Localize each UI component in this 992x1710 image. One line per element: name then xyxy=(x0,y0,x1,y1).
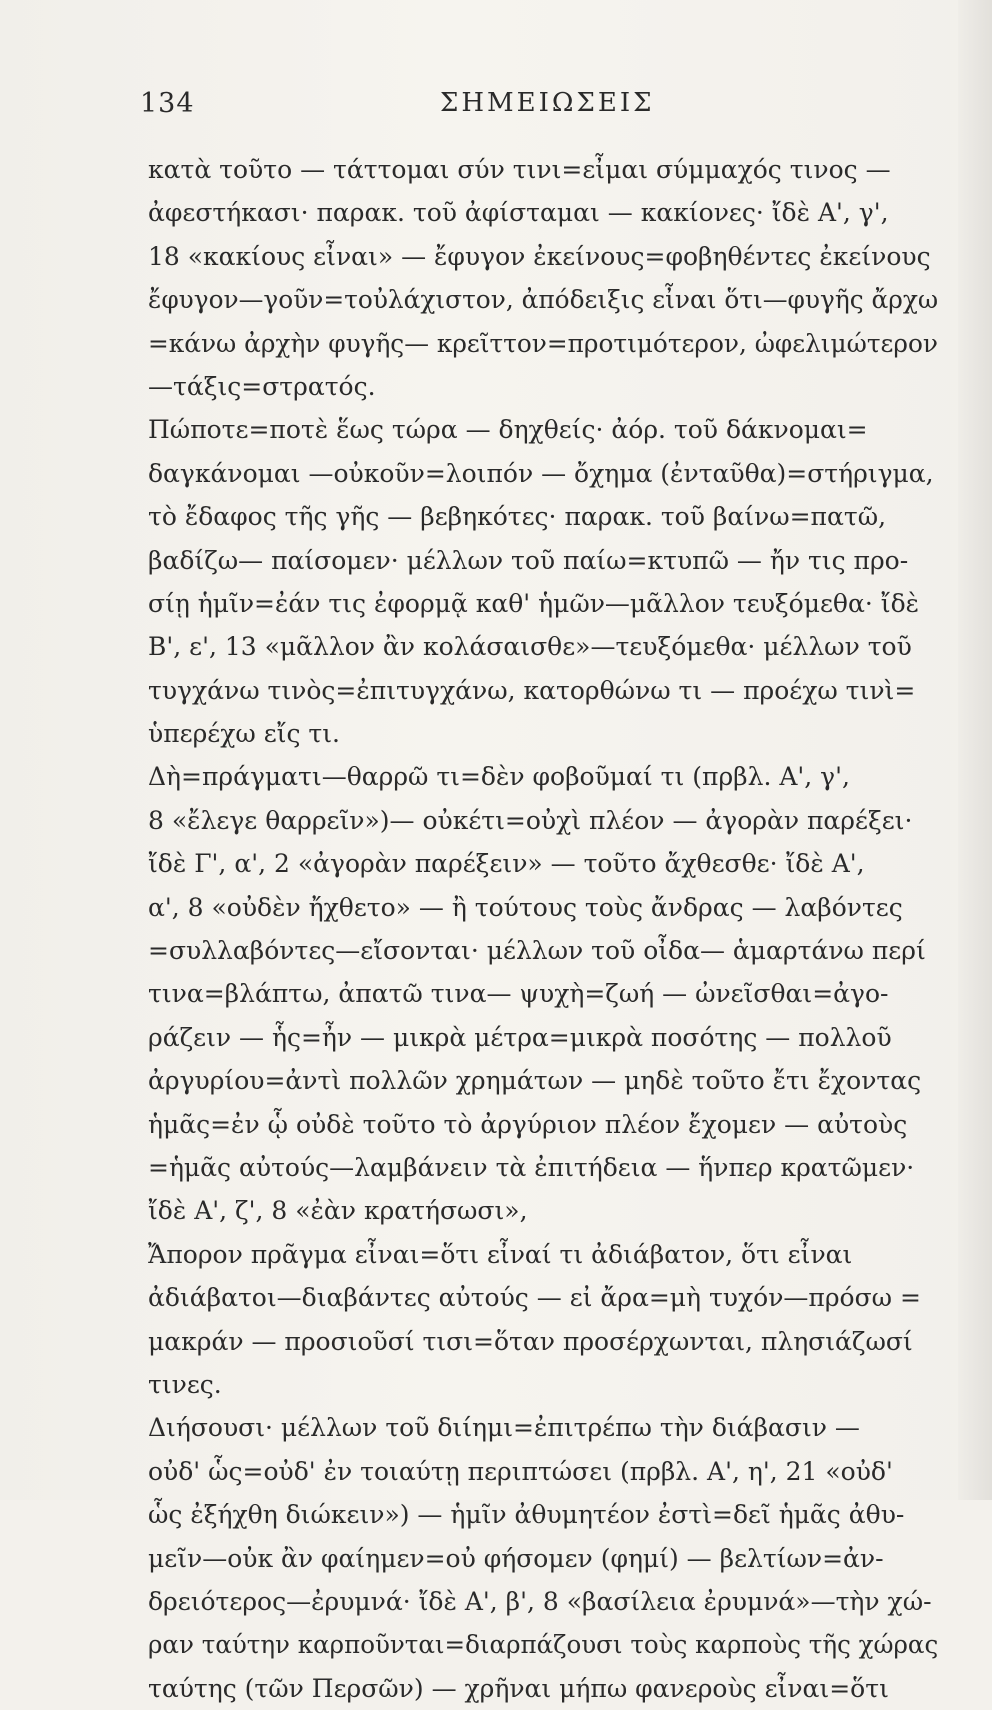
text-line: 8 «ἔλεγε θαρρεῖν»)— οὐκέτι=οὐχὶ πλέον — ἀγορὰν παρέξει· xyxy=(148,805,913,835)
text-line: Διήσουσι· μέλλων τοῦ διίημι=ἐπιτρέπω τὴν διάβασιν — xyxy=(148,1413,860,1443)
page-header xyxy=(140,82,900,122)
page-edge-shadow xyxy=(958,0,992,1500)
text-line: δαγκάνομαι —οὐκοῦν=λοιπόν — ὄχημα (ἐνταῦθα)=στήριγμα, xyxy=(148,458,934,488)
text-line: μεῖν—οὐκ ἂν φαίημεν=οὐ φήσομεν (φημί) — βελτίων=ἀν- xyxy=(148,1543,884,1573)
running-head: ΣΗΜΕΙΩΣΕΙΣ xyxy=(440,88,655,118)
text-line: ἡμᾶς=ἐν ᾧ οὐδὲ τοῦτο τὸ ἀργύριον πλέον ἔχομεν — αὐτοὺς xyxy=(148,1109,908,1139)
text-line: Δὴ=πράγματι—θαρρῶ τι=δὲν φοβοῦμαί τι (πρβλ. Α', γ', xyxy=(148,762,850,792)
text-line: =ἡμᾶς αὐτούς—λαμβάνειν τὰ ἐπιτήδεια — ἥνπερ κρατῶμεν· xyxy=(148,1152,915,1182)
page-number: 134 xyxy=(140,88,195,119)
text-line: βαδίζω— παίσομεν· μέλλων τοῦ παίω=κτυπῶ — ἤν τις προ- xyxy=(148,545,909,575)
text-line: ἴδὲ Γ', α', 2 «ἀγορὰν παρέξειν» — τοῦτο ἄχθεσθε· ἴδὲ Α', xyxy=(148,849,865,879)
text-line: ἴδὲ Α', ζ', 8 «ἐὰν κρατήσωσι», xyxy=(148,1196,528,1226)
text-line: ἀφεστήκασι· παρακ. τοῦ ἀφίσταμαι — κακίονες· ἴδὲ Α', γ', xyxy=(148,198,889,228)
text-line: ὧς ἐξήχθη διώκειν») — ἡμῖν ἀθυμητέον ἐστὶ=δεῖ ἡμᾶς ἀθυ- xyxy=(148,1500,905,1530)
text-line: μακράν — προσιοῦσί τισι=ὅταν προσέρχωνται, πλησιάζωσί xyxy=(148,1326,913,1356)
text-line: οὐδ' ὧς=οὐδ' ἐν τοιαύτῃ περιπτώσει (πρβλ. Α', η', 21 «οὐδ' xyxy=(148,1456,893,1486)
text-line: ἀργυρίου=ἀντὶ πολλῶν χρημάτων — μηδὲ τοῦτο ἔτι ἔχοντας xyxy=(148,1066,922,1096)
text-line: τινες. xyxy=(148,1369,222,1399)
text-line: δρειότερος—ἐρυμνά· ἴδὲ Α', β', 8 «βασίλεια ἐρυμνά»—τὴν χώ- xyxy=(148,1586,932,1616)
body-text xyxy=(148,148,938,1710)
text-line: τὸ ἔδαφος τῆς γῆς — βεβηκότες· παρακ. τοῦ βαίνω=πατῶ, xyxy=(148,502,887,532)
text-line: α', 8 «οὐδὲν ἤχθετο» — ἢ τούτους τοὺς ἄνδρας — λαβόντες xyxy=(148,892,903,922)
text-line: ταύτης (τῶν Περσῶν) — χρῆναι μήπω φανεροὺς εἶναι=ὅτι xyxy=(148,1673,889,1703)
text-line: =κάνω ἀρχὴν φυγῆς— κρεῖττον=προτιμότερον, ὠφελιμώτερον xyxy=(148,328,938,358)
text-line: κατὰ τοῦτο — τάττομαι σύν τινι=εἶμαι σύμμαχός τινος — xyxy=(148,155,891,184)
text-line: Πώποτε=ποτὲ ἕως τώρα — δηχθείς· ἀόρ. τοῦ δάκνομαι= xyxy=(148,415,868,445)
text-line: Ἄπορον πρᾶγμα εἶναι=ὅτι εἶναί τι ἀδιάβατον, ὅτι εἶναι xyxy=(148,1239,853,1269)
text-line: ὑπερέχω εἴς τι. xyxy=(148,719,340,749)
text-line: τινα=βλάπτω, ἀπατῶ τινα— ψυχὴ=ζωή — ὠνεῖσθαι=ἀγο- xyxy=(148,979,889,1009)
text-line: ραν ταύτην καρποῦνται=διαρπάζουσι τοὺς καρποὺς τῆς χώρας xyxy=(148,1630,939,1660)
text-line: =συλλαβόντες—εἴσονται· μέλλων τοῦ οἶδα— ἁμαρτάνω περί xyxy=(148,936,926,966)
text-line: ἔφυγον—γοῦν=τοὐλάχιστον, ἀπόδειξις εἶναι ὅτι—φυγῆς ἄρχω xyxy=(148,285,939,315)
text-line: 18 «κακίους εἶναι» — ἔφυγον ἐκείνους=φοβηθέντες ἐκείνους xyxy=(148,241,931,271)
text-line: τυγχάνω τινὸς=ἐπιτυγχάνω, κατορθώνω τι — προέχω τινὶ= xyxy=(148,675,916,705)
text-line: —τάξις=στρατός. xyxy=(148,371,376,401)
text-line: Β', ε', 13 «μᾶλλον ἂν κολάσαισθε»—τευξόμεθα· μέλλων τοῦ xyxy=(148,632,912,662)
text-line: ράζειν — ἧς=ἦν — μικρὰ μέτρα=μικρὰ ποσότης — πολλοῦ xyxy=(148,1022,892,1052)
text-line: σίῃ ἡμῖν=ἐάν τις ἐφορμᾷ καθ' ἡμῶν—μᾶλλον τευξόμεθα· ἴδὲ xyxy=(148,588,920,618)
text-line: ἀδιάβατοι—διαβάντες αὐτούς — εἰ ἄρα=μὴ τυχόν—πρόσω = xyxy=(148,1283,921,1313)
